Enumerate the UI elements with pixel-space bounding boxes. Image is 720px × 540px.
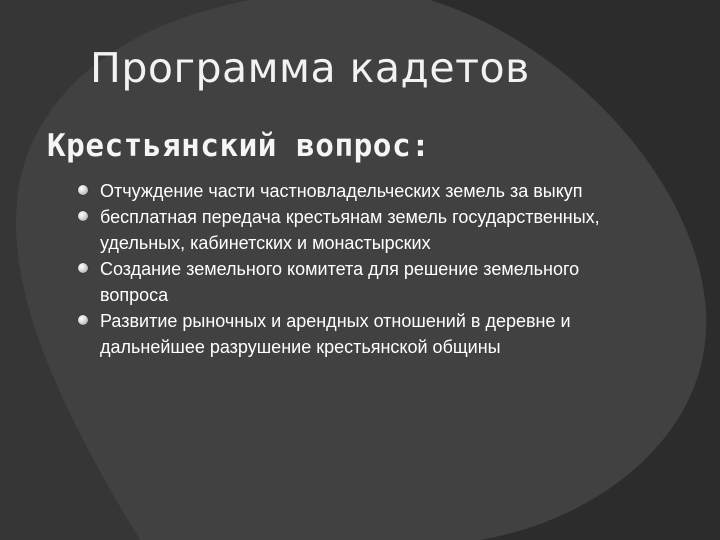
- bullet-icon: [78, 263, 88, 273]
- bullet-icon: [78, 211, 88, 221]
- bullet-text: Создание земельного комитета для решение земельного вопроса: [100, 259, 580, 305]
- list-item: [78, 204, 638, 256]
- bullet-text: Развитие рыночных и арендных отношений в деревне и дальнейшее разрушение крестьянской общины: [100, 311, 571, 357]
- slide-subtitle: Крестьянский вопрос:: [47, 128, 431, 164]
- bullet-text: Отчуждение части частновладельческих земель за выкуп: [100, 181, 583, 201]
- bullet-list: [78, 178, 638, 360]
- slide-title: Программа кадетов: [90, 44, 530, 92]
- bullet-text: бесплатная передача крестьянам земель государственных, удельных, кабинетских и монастырских: [100, 207, 600, 253]
- bullet-icon: [78, 315, 88, 325]
- list-item: [78, 308, 638, 360]
- list-item: [78, 178, 638, 204]
- bullet-icon: [78, 185, 88, 195]
- list-item: [78, 256, 638, 308]
